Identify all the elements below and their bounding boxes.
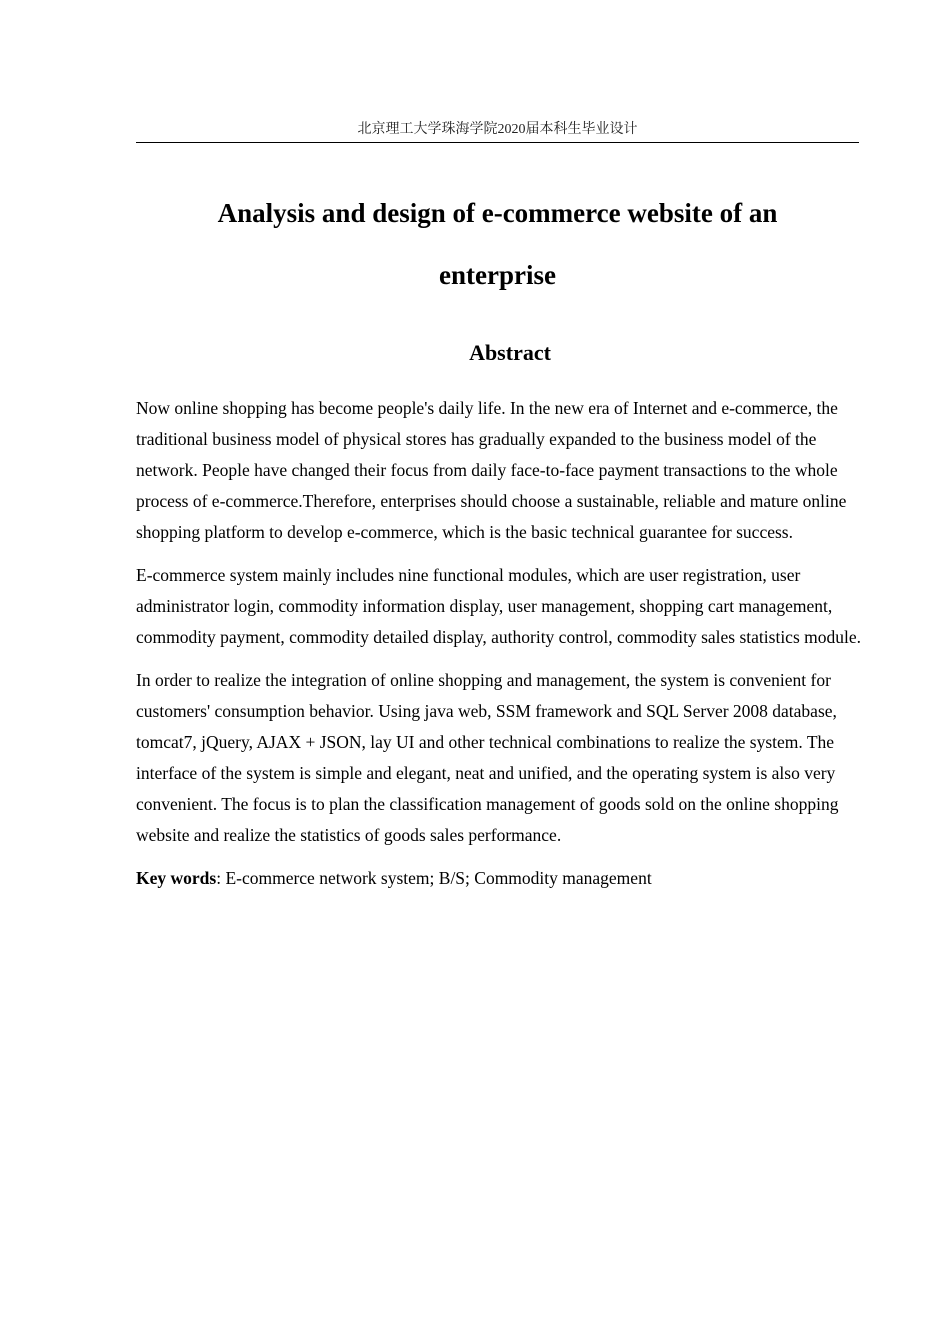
thesis-title xyxy=(136,182,859,306)
abstract-paragraph-1: Now online shopping has become people's daily life. In the new era of Internet and e-commerce, the traditional business model of physical stores has gradually expanded to the business model of the network. People have changed their focus from daily face-to-face payment transactions to the whole process of e-commerce.Therefore, enterprises should choose a sustainable, reliable and mature online shopping platform to develop e-commerce, which is the basic technical guarantee for success. xyxy=(136,398,847,542)
keywords-label: Key words xyxy=(136,868,217,888)
abstract-heading: Abstract xyxy=(469,340,551,365)
abstract-paragraph-2: E-commerce system mainly includes nine functional modules, which are user registration, user administrator login, commodity information display, user management, shopping cart management, commodity payment, commodity detailed display, authority control, commodity sales statistics module. xyxy=(136,565,861,647)
abstract-paragraph-3: In order to realize the integration of online shopping and management, the system is convenient for customers' consumption behavior. Using java web, SSM framework and SQL Server 2008 database, tomcat7, jQuery, AJAX + JSON, lay UI and other technical combinations to realize the system. The interface of the system is simple and elegant, neat and unified, and the operating system is also very convenient. The focus is to plan the classification management of goods sold on the online shopping website and realize the statistics of goods sales performance. xyxy=(136,670,839,845)
thesis-title-line-2: enterprise xyxy=(439,260,556,290)
thesis-title-line-1: Analysis and design of e-commerce website of an xyxy=(217,198,778,228)
page-header: 北京理工大学珠海学院2020届本科生毕业设计 xyxy=(136,120,859,143)
abstract-body xyxy=(136,393,864,906)
keywords-line xyxy=(136,863,864,894)
keywords-text: : E-commerce network system; B/S; Commodity management xyxy=(216,868,652,888)
